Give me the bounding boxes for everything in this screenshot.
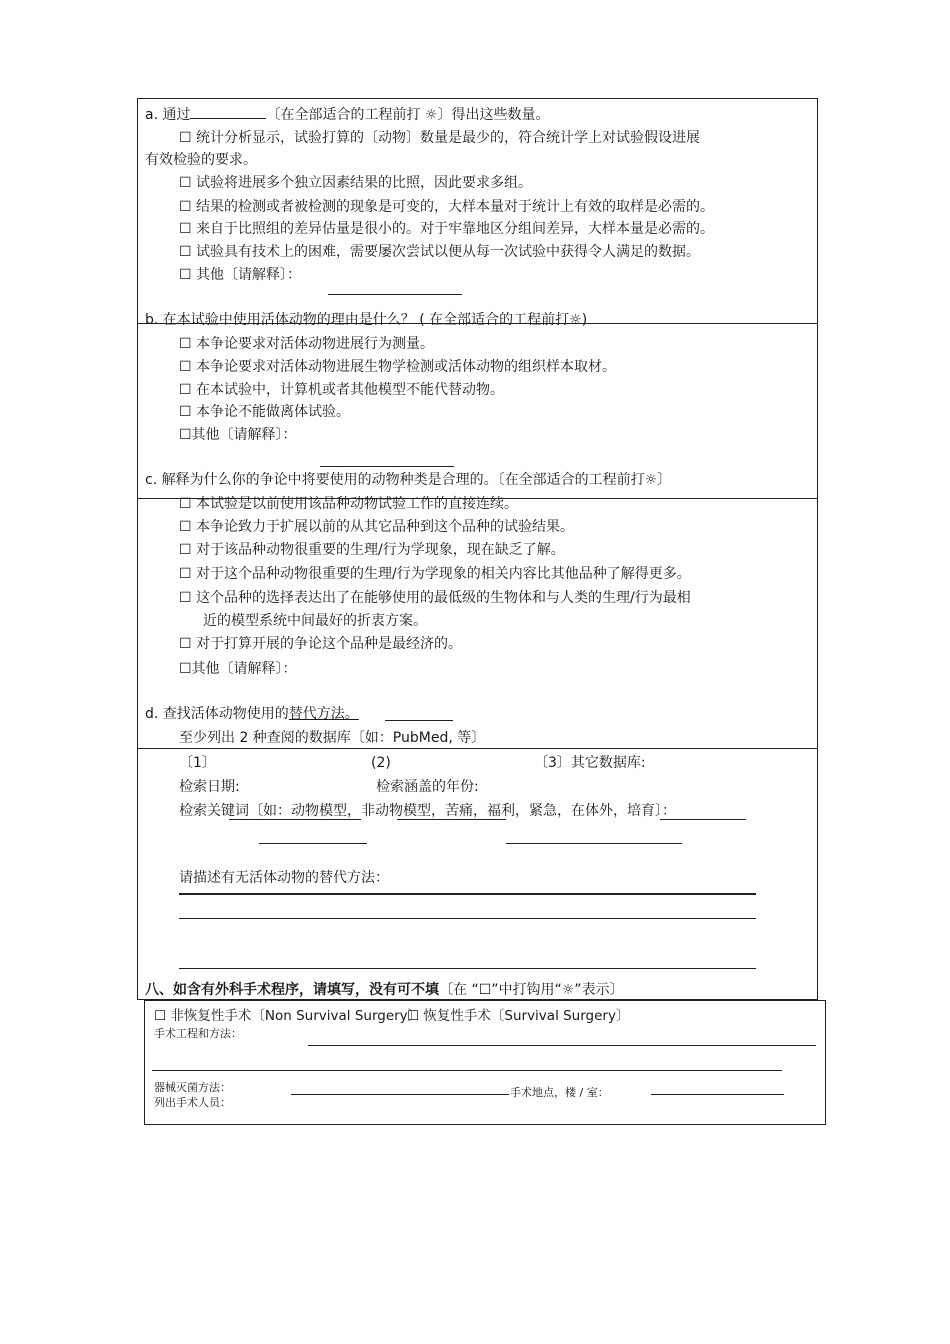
section-c-heading: c. 解释为什么你的争论中将要使用的动物种类是合理的。〔在全部适合的工程前打☼〕	[145, 472, 672, 488]
alternatives-line-3[interactable]	[179, 968, 756, 969]
section-c-item-5-cont: 近的模型系统中间最好的折衷方案。	[203, 613, 427, 629]
section-8-heading-note: 〔在 “☐”中打钩用“☼”表示〕	[439, 982, 624, 998]
section-a-item-2[interactable]: ☐ 试验将进展多个独立因素结果的比照，因此要求多组。	[179, 175, 532, 191]
section-a-item-3[interactable]: ☐ 结果的检测或者被检测的现象是可变的，大样本量对于统计上有效的取样是必需的。	[179, 199, 714, 215]
section-c-item-2[interactable]: ☐ 本争论致力于扩展以前的从其它品种到这个品种的试验结果。	[179, 519, 574, 535]
method-blank[interactable]	[190, 105, 266, 119]
section-a-item-4[interactable]: ☐ 来自于比照组的差异估量是很小的。对于牢靠地区分组间差异，大样本量是必需的。	[179, 221, 714, 237]
surgery-personnel-label: 列出手术人员：	[154, 1096, 231, 1109]
section-d-heading	[145, 705, 359, 723]
keyword-underline-2	[397, 819, 506, 820]
survival-surgery-option[interactable]: ☐ 恢复性手术〔Survival Surgery〕	[407, 1008, 630, 1024]
alternatives-line-1[interactable]	[179, 893, 756, 895]
section-d-heading-prefix: d. 查找活体动物使用的	[145, 706, 289, 722]
section-a-heading-prefix: a. 通过	[145, 107, 191, 123]
section-c-item-other[interactable]: ☐其他〔请解释〕：	[179, 661, 297, 677]
section-c-item-6[interactable]: ☐ 对于打算开展的争论这个品种是最经济的。	[179, 636, 462, 652]
keyword-blank-2[interactable]	[506, 843, 682, 844]
database-1[interactable]: 〔1〕	[179, 755, 216, 771]
section-a-heading-suffix: 〔在全部适合的工程前打 ☼〕得出这些数量。	[266, 107, 550, 123]
alternatives-line-2[interactable]	[179, 918, 756, 919]
section-a-heading	[145, 105, 549, 124]
section-divider-d	[137, 748, 818, 749]
surgery-location-label: 手术地点，楼 / 室：	[510, 1086, 609, 1099]
section-8-heading	[145, 981, 624, 999]
section-b-item-3[interactable]: ☐ 在本试验中，计算机或者其他模型不能代替动物。	[179, 382, 504, 398]
section-a-item-other[interactable]: ☐ 其他〔请解释〕：	[179, 267, 302, 283]
search-date-label: 检索日期:	[179, 779, 240, 795]
section-a-item-1[interactable]: ☐ 统计分析显示，试验打算的〔动物〕数量是最少的，符合统计学上对试验假设进展	[179, 130, 700, 146]
database-3[interactable]: 〔3〕其它数据库:	[534, 755, 646, 771]
section-c-item-3[interactable]: ☐ 对于该品种动物很重要的生理/行为学现象，现在缺乏了解。	[179, 542, 565, 558]
surgery-location-blank[interactable]	[651, 1094, 784, 1095]
section-a-item-1-cont: 有效检验的要求。	[145, 152, 257, 168]
keyword-underline-3	[660, 819, 746, 820]
section-c-item-1[interactable]: ☐ 本试验是以前使用该品种动物试验工作的直接连续。	[179, 496, 518, 512]
section-a-other-blank[interactable]	[328, 294, 462, 295]
section-b-heading: b. 在本试验中使用活体动物的理由是什么？ ( 在全部适合的工程前打☼)	[145, 312, 588, 328]
alternatives-link[interactable]: 替代方法。	[288, 706, 359, 722]
procedure-blank-2[interactable]	[152, 1070, 782, 1071]
section-b-item-4[interactable]: ☐ 本争论不能做离体试验。	[179, 404, 351, 420]
procedure-blank-1[interactable]	[308, 1045, 816, 1046]
alternatives-label: 请描述有无活体动物的替代方法：	[179, 870, 389, 886]
section-b-item-2[interactable]: ☐ 本争论要求对活体动物进展生物学检测或活体动物的组织样本取材。	[179, 359, 616, 375]
section-a-item-5[interactable]: ☐ 试验具有技术上的困难，需要屡次尝试以便从每一次试验中获得令人满足的数据。	[179, 244, 700, 260]
section-c-item-5[interactable]: ☐ 这个品种的选择表达出了在能够使用的最低级的生物体和与人类的生理/行为最相	[179, 590, 691, 606]
search-keywords-label: 检索关键词〔如：动物模型，非动物模型，苦痛，福利，紧急，在体外，培育〕：	[179, 803, 676, 819]
section-b-item-other[interactable]: ☐其他〔请解释〕：	[179, 427, 297, 443]
database-2[interactable]: (2)	[371, 755, 391, 771]
database-instruction: 至少列出 2 种查阅的数据库〔如：PubMed, 等〕	[179, 730, 486, 746]
sterilization-label: 器械灭菌方法：	[154, 1081, 231, 1094]
section-b-other-blank[interactable]	[320, 466, 454, 467]
search-years-label: 检索涵盖的年份:	[376, 779, 479, 795]
procedure-label: 手术工程和方法：	[154, 1027, 242, 1040]
sterilization-blank[interactable]	[291, 1094, 509, 1095]
keyword-blank-1[interactable]	[259, 843, 367, 844]
section-b-item-1[interactable]: ☐ 本争论要求对活体动物进展行为测量。	[179, 336, 434, 352]
non-survival-surgery-option[interactable]: ☐ 非恢复性手术〔Non Survival Surgery〕	[154, 1008, 422, 1024]
keyword-underline-1	[229, 819, 361, 820]
section-c-item-4[interactable]: ☐ 对于这个品种动物很重要的生理/行为学现象的相关内容比其他品种了解得更多。	[179, 566, 691, 582]
section-d-heading-underline	[385, 720, 453, 721]
section-8-heading-title: 八、如含有外科手术程序，请填写，没有可不填	[145, 982, 439, 998]
